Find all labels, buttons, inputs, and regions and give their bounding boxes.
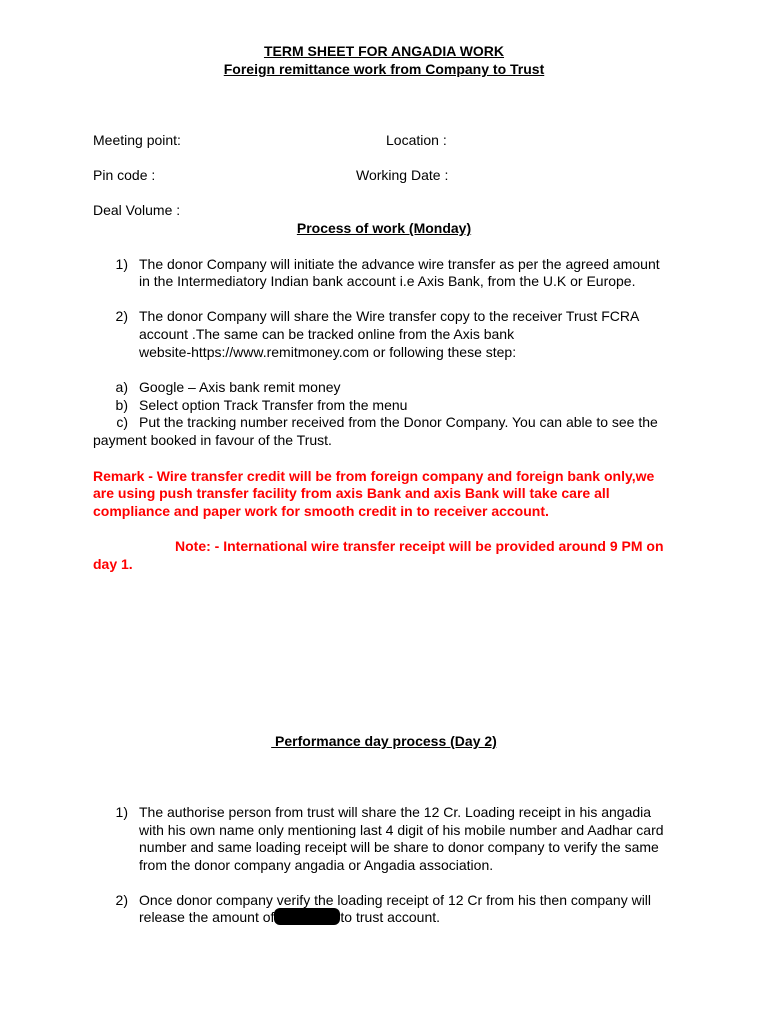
list-text: The authorise person from trust will share the 12 Cr. Loading receipt in his angadia — [139, 804, 652, 820]
list-text: number and same loading receipt will be share to donor company to verify the same — [139, 839, 659, 855]
list-text: in the Intermediatory Indian bank account i.e Axis Bank, from the U.K or Europe. — [139, 273, 636, 289]
step-label: b) — [115, 397, 128, 413]
step-label: a) — [115, 379, 128, 395]
note-text: day 1. — [93, 556, 133, 572]
list-number: 2) — [115, 892, 128, 908]
deal-volume-label: Deal Volume : — [93, 202, 181, 218]
remark-text: Remark - Wire transfer credit will be from foreign company and foreign bank only,we — [93, 468, 655, 484]
step-text: Put the tracking number received from the Donor Company. You can able to see the — [139, 414, 658, 430]
document-title: TERM SHEET FOR ANGADIA WORK — [263, 43, 505, 59]
list-number: 1) — [115, 804, 128, 820]
pin-code-label: Pin code : — [93, 167, 156, 183]
section-heading-process-of-work: Process of work (Monday) — [296, 220, 472, 236]
list-text: The donor Company will share the Wire transfer copy to the receiver Trust FCRA — [139, 308, 640, 324]
meeting-point-label: Meeting point: — [93, 132, 181, 148]
list-text: Once donor company verify the loading receipt of 12 Cr from his then company will — [139, 892, 652, 908]
step-label: c) — [116, 414, 128, 430]
list-text: website-https://www.remitmoney.com or following these step: — [139, 344, 517, 360]
working-date-label: Working Date : — [356, 167, 449, 183]
note-text: Note: - International wire transfer receipt will be provided around 9 PM on — [175, 538, 664, 554]
list-text: with his own name only mentioning last 4 digit of his mobile number and Aadhar card — [139, 822, 664, 838]
list-text: to trust account. — [340, 909, 441, 925]
step-text: payment booked in favour of the Trust. — [93, 432, 332, 448]
remark-text: are using push transfer facility from axis Bank and axis Bank will take care all — [93, 485, 610, 501]
step-text: Google – Axis bank remit money — [139, 379, 341, 395]
location-label: Location : — [386, 132, 447, 148]
step-text: Select option Track Transfer from the menu — [139, 397, 408, 413]
section-heading-performance-day: Performance day process (Day 2) — [271, 733, 497, 749]
document-subtitle: Foreign remittance work from Company to Trust — [223, 61, 545, 77]
list-text-with-redaction — [139, 909, 440, 926]
list-number: 1) — [115, 256, 128, 272]
list-text: release the amount of — [139, 909, 275, 925]
list-text: The donor Company will initiate the advance wire transfer as per the agreed amount — [139, 256, 660, 272]
redaction-block — [274, 908, 340, 925]
list-text: account .The same can be tracked online from the Axis bank — [139, 326, 515, 342]
list-text: from the donor company angadia or Angadia association. — [139, 857, 494, 873]
list-number: 2) — [115, 308, 128, 324]
remark-text: compliance and paper work for smooth credit in to receiver account. — [93, 503, 549, 519]
